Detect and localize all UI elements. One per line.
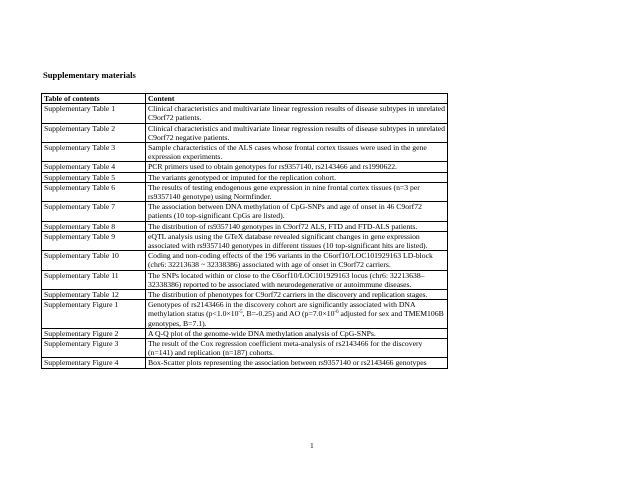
table-row [42,182,448,201]
row-content: The SNPs located within or close to the C6orf10/LOC101929163 locus (chr6: 32213638–32338386) reported to be associated with neurodegenerative or autoimmune diseases. [146,270,448,289]
content-text: , B=-0.25) and AO (p=7.0×10 [242,309,335,319]
row-content: Box-Scatter plots representing the association between rs9357140 or rs2143466 genotypes [146,358,448,368]
table-header-row [42,94,448,104]
table-row [42,300,448,329]
row-content: The variants genotyped or imputed for the replication cohort. [146,172,448,182]
row-content: Sample characteristics of the ALS cases whose frontal cortex tissues were used in the gene expression experiments. [146,143,448,162]
row-content: The association between DNA methylation of CpG-SNPs and age of onset in 46 C9orf72 patients (10 top-significant CpGs are listed). [146,202,448,221]
superscript-exponent: -6 [334,310,339,316]
row-content: The distribution of phenotypes for C9orf72 carriers in the discovery and replication stages. [146,290,448,300]
row-item: Supplementary Table 5 [42,172,146,182]
row-item: Supplementary Table 8 [42,221,146,231]
table-row [42,172,448,182]
table-row [42,251,448,270]
table-row [42,202,448,221]
row-item: Supplementary Table 12 [42,290,146,300]
row-item: Supplementary Table 3 [42,143,146,162]
table-row [42,162,448,172]
table-row [42,123,448,142]
row-content: A Q-Q plot of the genome-wide DNA methylation analysis of CpG-SNPs. [146,328,448,338]
table-row [42,231,448,250]
page-heading: Supplementary materials [43,70,136,80]
row-item: Supplementary Figure 1 [42,300,146,329]
row-content: The results of testing endogenous gene expression in nine frontal cortex tissues (n=3 per rs9357140 genotype) using Normfinder. [146,182,448,201]
row-content: Coding and non-coding effects of the 196 variants in the C6orf10/LOC101929163 LD-block (chr6: 32213638 ~ 32338386) associated with age of onset in C9orf72 carriers. [146,251,448,270]
row-item: Supplementary Table 7 [42,202,146,221]
row-content: eQTL analysis using the GTeX database revealed significant changes in gene expression associated with rs9357140 genotypes in different tissues (10 top-significant hits are listed). [146,231,448,250]
row-content: The result of the Cox regression coefficient meta-analysis of rs2143466 for the discovery (n=141) and replication (n=187) cohorts. [146,339,448,358]
content-text: adjusted for sex and TMEM106B genotypes, B=7.1). [148,309,444,328]
table-row [42,328,448,338]
row-item: Supplementary Table 6 [42,182,146,201]
row-item: Supplementary Table 10 [42,251,146,270]
superscript-exponent: -5 [238,310,243,316]
table-row [42,358,448,368]
row-item: Supplementary Figure 4 [42,358,146,368]
table-row [42,143,448,162]
table-row [42,290,448,300]
row-item: Supplementary Table 4 [42,162,146,172]
header-content: Content [146,94,448,104]
table-row [42,221,448,231]
row-item: Supplementary Table 1 [42,104,146,123]
row-item: Supplementary Table 2 [42,123,146,142]
row-content: Clinical characteristics and multivariate linear regression results of disease subtypes in unrelated C9orf72 negative patients. [146,123,448,142]
row-item: Supplementary Table 9 [42,231,146,250]
header-table-of-contents: Table of contents [42,94,146,104]
row-item: Supplementary Figure 2 [42,328,146,338]
table-row [42,270,448,289]
row-content: Clinical characteristics and multivariate linear regression results of disease subtypes in unrelated C9orf72 patients. [146,104,448,123]
contents-table [41,93,448,369]
row-content: PCR primers used to obtain genotypes for rs9357140, rs2143466 and rs1990622. [146,162,448,172]
page-number: 1 [310,441,314,450]
table-row [42,339,448,358]
content-text: Genotypes of rs2143466 in the discovery cohort are significantly associated with DNA methylation status (p<1.0×10 [148,300,416,319]
row-content: The distribution of rs9357140 genotypes in C9orf72 ALS, FTD and FTD-ALS patients. [146,221,448,231]
row-item: Supplementary Figure 3 [42,339,146,358]
row-item: Supplementary Table 11 [42,270,146,289]
row-content [146,300,448,329]
table-row [42,104,448,123]
